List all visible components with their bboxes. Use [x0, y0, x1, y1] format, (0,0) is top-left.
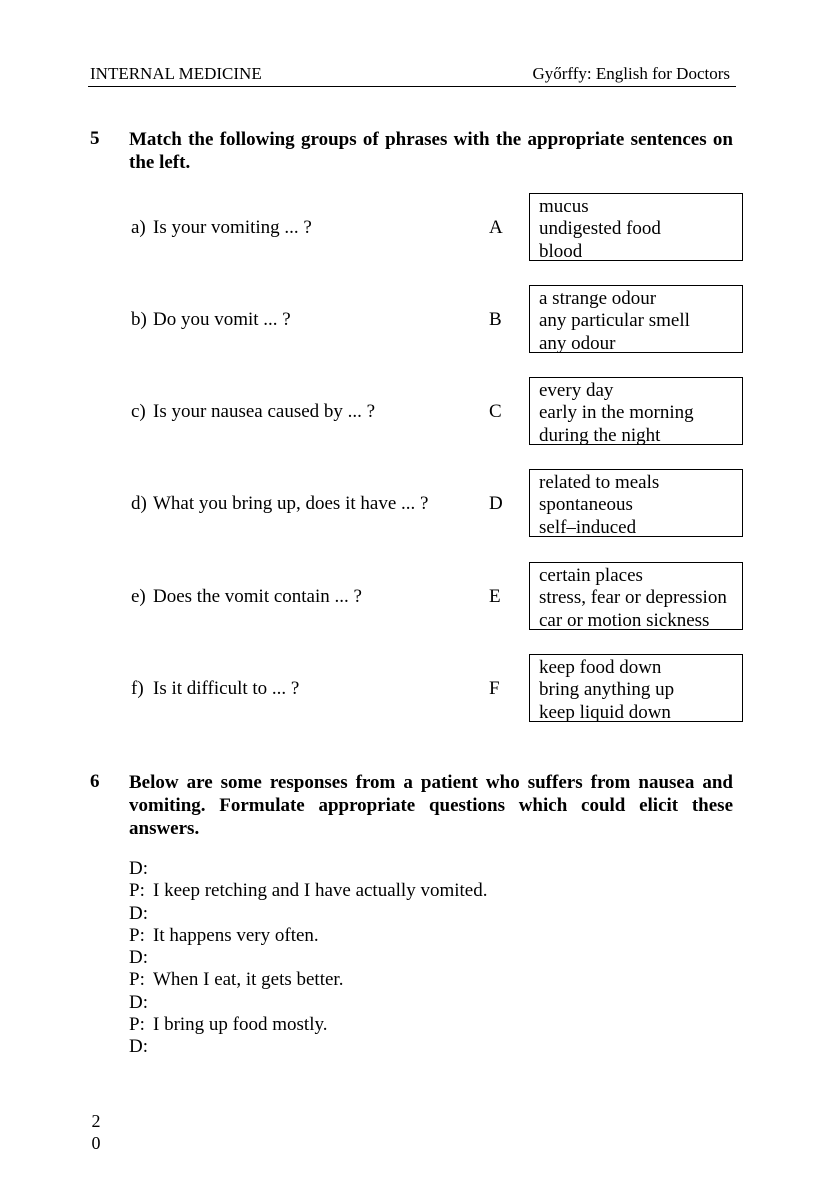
dialog-line	[129, 1036, 487, 1058]
option-key: E	[489, 586, 501, 607]
speaker-label: D:	[129, 902, 148, 924]
running-header	[88, 64, 736, 87]
option-box	[529, 654, 743, 722]
match-row-f	[0, 654, 822, 724]
exercise-5-instruction: Match the following groups of phrases with the appropriate sentences on the left.	[129, 129, 733, 173]
match-row-b	[0, 285, 822, 355]
exercise-5-number: 5	[90, 128, 100, 149]
option-line: blood	[539, 240, 583, 262]
question-text: Is it difficult to ... ?	[153, 678, 300, 699]
match-row-c	[0, 377, 822, 447]
option-box	[529, 562, 743, 630]
speaker-label: D:	[129, 858, 148, 879]
option-line: related to meals	[539, 472, 660, 493]
speaker-label: D:	[129, 947, 148, 969]
option-line: any particular smell	[539, 310, 690, 332]
option-line: during the night	[539, 424, 661, 446]
header-book-title: Győrffy: English for Doctors	[532, 64, 730, 83]
dialog-line	[129, 925, 487, 947]
option-line: undigested food	[539, 218, 661, 240]
dialog	[129, 858, 487, 1059]
match-row-d	[0, 469, 822, 539]
page-number-digit: 0	[91, 1133, 101, 1153]
page-number-digit: 2	[91, 1111, 101, 1131]
option-key: D	[489, 493, 503, 514]
option-line: stress, fear or depression	[539, 587, 727, 609]
match-row-a	[0, 193, 822, 263]
option-box	[529, 193, 743, 261]
option-line: self–induced	[539, 516, 637, 538]
question	[131, 401, 375, 423]
exercise-6-number: 6	[90, 771, 100, 792]
question-letter: e)	[131, 586, 146, 607]
option-line: any odour	[539, 332, 616, 354]
question-text: Is your nausea caused by ... ?	[153, 401, 376, 422]
speaker-label: P:	[129, 1014, 145, 1036]
question-text: What you bring up, does it have ... ?	[153, 493, 429, 514]
option-line: every day	[539, 380, 614, 401]
question	[131, 493, 428, 515]
exercise-6-instruction: Below are some responses from a patient who suffers from nausea and vomiting. Formulate appropriate questions which could elicit these answers.	[129, 772, 733, 839]
option-line: certain places	[539, 565, 643, 586]
option-line: mucus	[539, 196, 589, 217]
speaker-label: D:	[129, 991, 148, 1013]
option-line: a strange odour	[539, 288, 657, 309]
option-box	[529, 285, 743, 353]
question	[131, 678, 299, 700]
question-letter: f)	[131, 678, 144, 699]
dialog-line	[129, 858, 487, 880]
option-key: B	[489, 309, 502, 330]
option-box	[529, 377, 743, 445]
option-line: keep food down	[539, 657, 662, 678]
dialog-text: When I eat, it gets better.	[153, 969, 344, 991]
option-key: C	[489, 401, 502, 422]
dialog-line	[129, 1014, 487, 1036]
question-letter: b)	[131, 309, 147, 330]
dialog-line	[129, 947, 487, 969]
option-line: early in the morning	[539, 402, 694, 424]
question	[131, 217, 312, 239]
option-line: car or motion sickness	[539, 609, 710, 631]
dialog-line	[129, 969, 487, 991]
page-number	[90, 1110, 102, 1154]
dialog-line	[129, 903, 487, 925]
question-letter: d)	[131, 493, 147, 514]
question-letter: a)	[131, 217, 146, 238]
speaker-label: P:	[129, 924, 145, 946]
question-text: Do you vomit ... ?	[153, 309, 291, 330]
dialog-line	[129, 992, 487, 1014]
header-section-title: INTERNAL MEDICINE	[90, 64, 262, 83]
option-key: A	[489, 217, 503, 238]
question-text: Is your vomiting ... ?	[153, 217, 312, 238]
question	[131, 309, 291, 331]
dialog-text: I bring up food mostly.	[153, 1014, 328, 1036]
option-line: keep liquid down	[539, 701, 671, 723]
dialog-text: I keep retching and I have actually vomited.	[153, 880, 488, 902]
question-letter: c)	[131, 401, 146, 422]
question	[131, 586, 362, 608]
dialog-text: It happens very often.	[153, 924, 319, 946]
option-key: F	[489, 678, 500, 699]
speaker-label: D:	[129, 1036, 148, 1058]
speaker-label: P:	[129, 969, 145, 991]
option-box	[529, 469, 743, 537]
match-row-e	[0, 562, 822, 632]
question-text: Does the vomit contain ... ?	[153, 586, 362, 607]
dialog-line	[129, 880, 487, 902]
speaker-label: P:	[129, 880, 145, 902]
option-line: bring anything up	[539, 679, 675, 701]
option-line: spontaneous	[539, 494, 633, 516]
